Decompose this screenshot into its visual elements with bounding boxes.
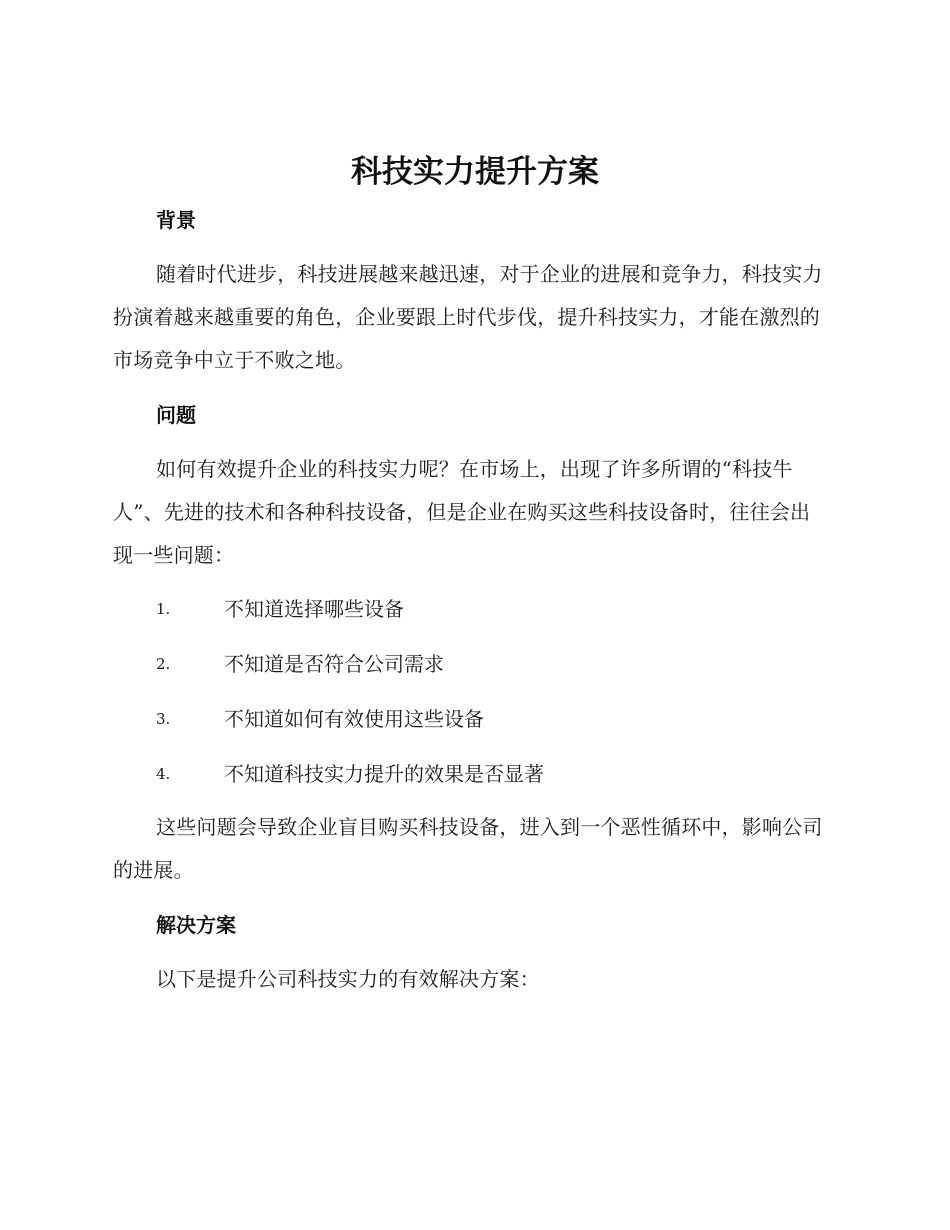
list-item-number: 1. [156,600,171,618]
list-item [156,649,836,679]
problem-conclusion-paragraph: 这些问题会导致企业盲目购买科技设备，进入到一个恶性循环中，影响公司的进展。 [113,815,823,882]
list-item-text: 不知道是否符合公司需求 [224,652,444,676]
solution-paragraph: 以下是提升公司科技实力的有效解决方案： [156,967,540,991]
list-item [156,594,836,624]
section-heading-problem: 问题 [156,403,196,427]
list-item-text: 不知道选择哪些设备 [224,597,404,621]
list-item-number: 2. [156,655,171,673]
problem-paragraph: 如何有效提升企业的科技实力呢？在市场上，出现了许多所谓的“科技牛人”、先进的技术和各种科技设备，但是企业在购买这些科技设备时，往往会出现一些问题： [113,457,811,567]
list-item [156,759,836,789]
list-item-text: 不知道如何有效使用这些设备 [224,707,484,731]
list-item [156,704,836,734]
list-item-text: 不知道科技实力提升的效果是否显著 [224,762,544,786]
list-item-number: 4. [156,765,171,783]
section-heading-background: 背景 [156,208,196,232]
section-heading-solution: 解决方案 [156,913,236,937]
document-title: 科技实力提升方案 [351,154,599,190]
background-paragraph: 随着时代进步，科技进展越来越迅速，对于企业的进展和竞争力，科技实力扮演着越来越重要的角色，企业要跟上时代步伐，提升科技实力，才能在激烈的市场竞争中立于不败之地。 [113,262,823,372]
list-item-number: 3. [156,710,171,728]
